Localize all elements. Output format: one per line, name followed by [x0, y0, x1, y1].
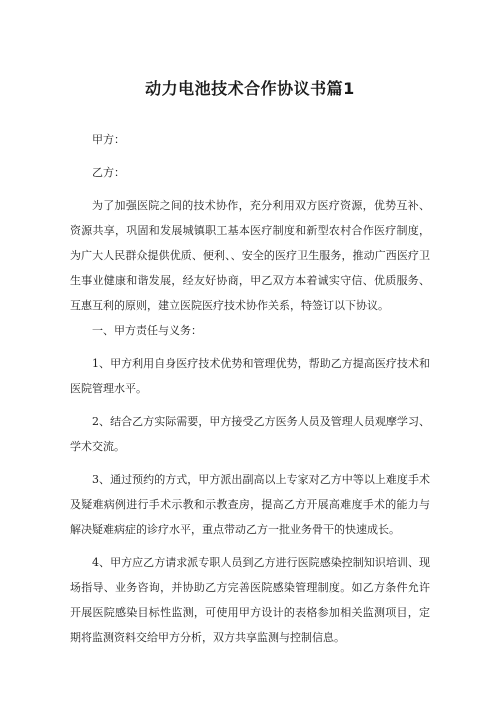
list-item: 3、通过预约的方式，甲方派出副高以上专家对乙方中等以上难度手术及疑难病例进行手术示教和示教查房，提高乙方开展高难度手术的能力与解决疑难病症的诊疗水平，重点带动乙方一批业务骨干的快速成长。	[70, 473, 430, 536]
party-a-line: 甲方：	[92, 133, 125, 146]
intro-paragraph: 为了加强医院之间的技术协作，充分利用双方医疗资源，优势互补、资源共享，巩固和发展城镇职工基本医疗制度和新型农村合作医疗制度，为广大人民群众提供优质、便利、、安全的医疗卫生服务，推动广西医疗卫生事业健康和谐发展，经友好协商，甲乙双方本着诚实守信、优质服务、互惠互利的原则，建立医院医疗技术协作关系，特签订以下协议。	[70, 199, 430, 312]
document-title: 动力电池技术合作协议书篇1	[145, 79, 355, 98]
list-item: 2、结合乙方实际需要，甲方接受乙方医务人员及管理人员观摩学习、学术交流。	[70, 415, 430, 453]
section-heading: 一、甲方责任与义务：	[92, 324, 202, 337]
list-item: 4、甲方应乙方请求派专职人员到乙方进行医院感染控制知识培训、现场指导、业务咨询，并协助乙方完善医院感染管理制度。如乙方条件允许开展医院感染目标性监测，可使用甲方设计的表格参加相关监测项目，定期将监测资料交给甲方分析，双方共享监测与控制信息。	[70, 556, 430, 644]
party-b-line: 乙方：	[92, 166, 125, 179]
list-item: 1、甲方利用自身医疗技术优势和管理优势，帮助乙方提高医疗技术和医院管理水平。	[70, 357, 430, 395]
